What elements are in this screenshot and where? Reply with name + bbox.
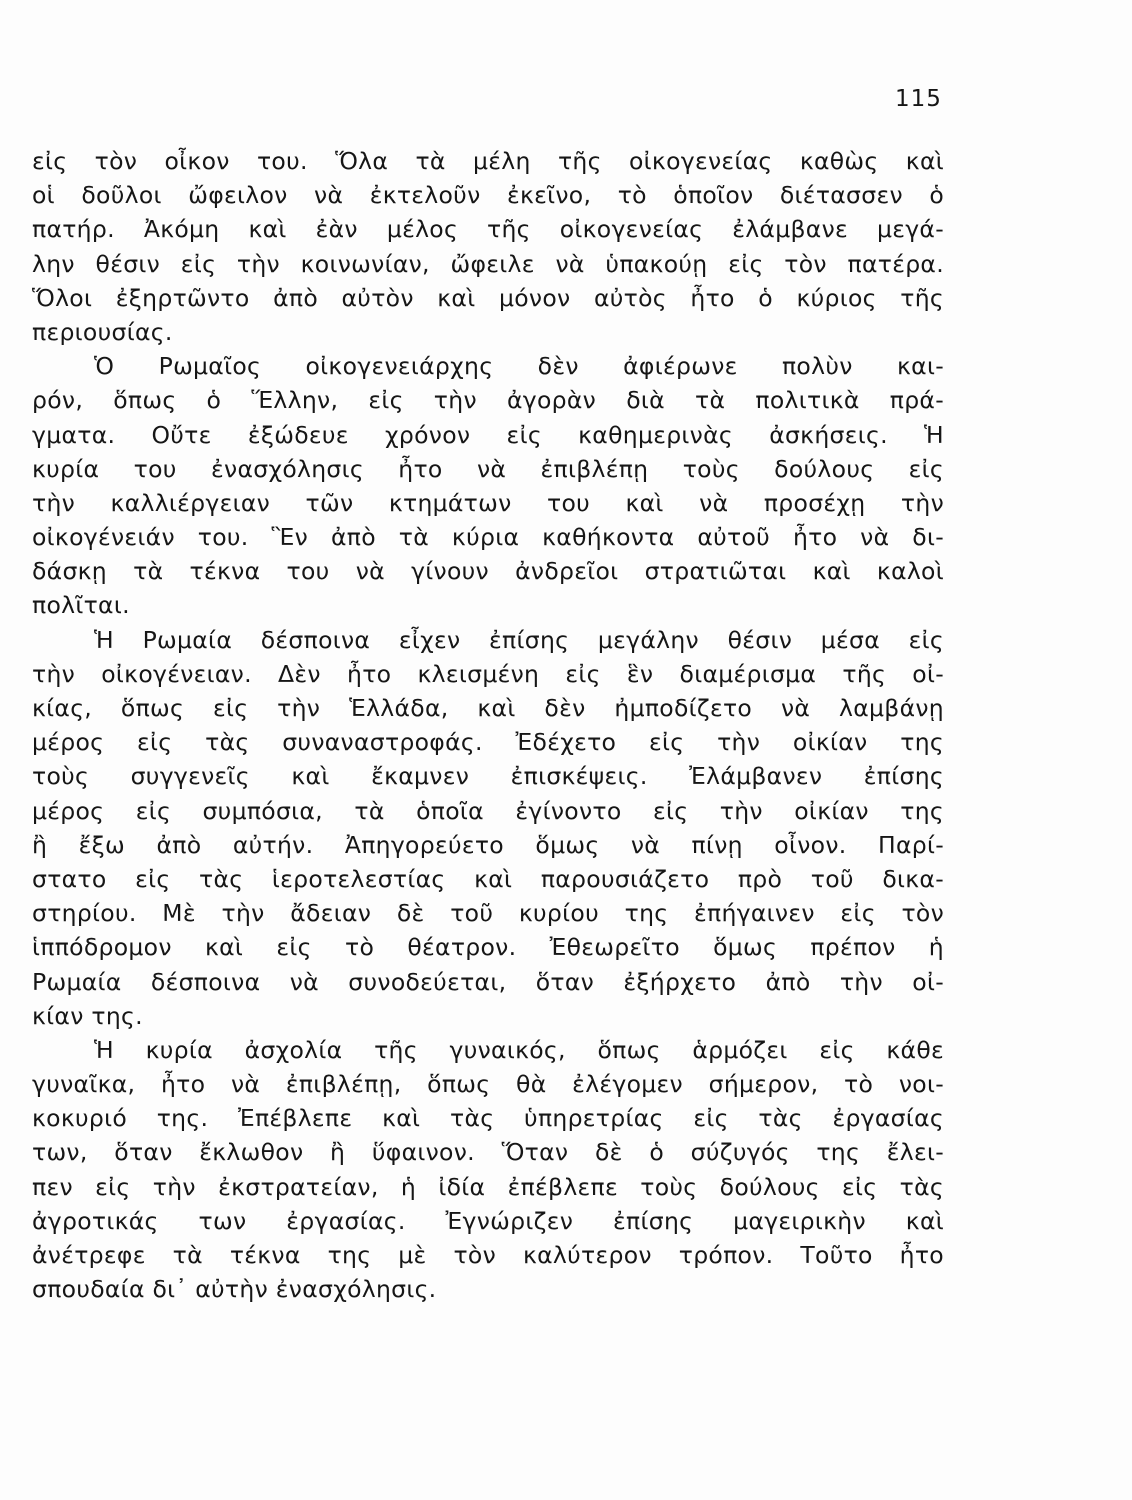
text-line: Ἡ Ρωμαία δέσποινα εἶχεν ἐπίσης μεγάλην θέσιν μέσα εἰς: [94, 625, 944, 654]
text-line: ἀγροτικάς των ἐργασίας. Ἐγνώριζεν ἐπίσης μαγειρικὴν καὶ: [32, 1206, 944, 1235]
text-line: πατήρ. Ἀκόμη καὶ ἐὰν μέλος τῆς οἰκογενείας ἐλάμβανε μεγά-: [32, 215, 944, 244]
text-line: τὴν οἰκογένειαν. Δὲν ἦτο κλεισμένη εἰς ἓν διαμέρισμα τῆς οἰ-: [32, 659, 944, 688]
text-line: ἢ ἔξω ἀπὸ αὐτήν. Ἀπηγορεύετο ὅμως νὰ πίνῃ οἶνον. Παρί-: [32, 830, 944, 859]
text-line: οἱ δοῦλοι ὤφειλον νὰ ἐκτελοῦν ἐκεῖνο, τὸ ὁποῖον διέτασσεν ὁ: [32, 181, 944, 210]
text-line: Ἡ κυρία ἀσχολία τῆς γυναικός, ὅπως ἁρμόζει εἰς κάθε: [94, 1035, 944, 1064]
text-line: εἰς τὸν οἶκον του. Ὅλα τὰ μέλη τῆς οἰκογενείας καθὼς καὶ: [32, 147, 944, 175]
text-line: πεν εἰς τὴν ἐκστρατείαν, ἡ ἰδία ἐπέβλεπε τοὺς δούλους εἰς τὰς: [32, 1172, 944, 1201]
body-text: [32, 144, 944, 1306]
text-line: τὴν καλλιέργειαν τῶν κτημάτων του καὶ νὰ προσέχῃ τὴν: [32, 488, 944, 517]
text-line: κίας, ὅπως εἰς τὴν Ἑλλάδα, καὶ δὲν ἠμποδίζετο νὰ λαμβάνῃ: [32, 694, 944, 722]
text-line: των, ὅταν ἔκλωθον ἢ ὕφαινον. Ὅταν δὲ ὁ σύζυγός της ἔλει-: [32, 1138, 944, 1167]
text-line: Ὁ Ρωμαῖος οἰκογενειάρχης δὲν ἀφιέρωνε πολὺν και-: [94, 352, 944, 381]
text-line: σπουδαία δι᾽ αὐτὴν ἐνασχόλησις.: [32, 1275, 437, 1304]
text-line: μέρος εἰς τὰς συναναστροφάς. Ἐδέχετο εἰς τὴν οἰκίαν της: [32, 728, 944, 757]
text-line: ρόν, ὅπως ὁ Ἕλλην, εἰς τὴν ἀγορὰν διὰ τὰ πολιτικὰ πρά-: [32, 386, 944, 415]
text-line: οἰκογένειάν του. Ἓν ἀπὸ τὰ κύρια καθήκοντα αὐτοῦ ἦτο νὰ δι-: [32, 523, 944, 552]
text-line: Ρωμαία δέσποινα νὰ συνοδεύεται, ὅταν ἐξήρχετο ἀπὸ τὴν οἰ-: [32, 967, 944, 996]
text-line: μέρος εἰς συμπόσια, τὰ ὁποῖα ἐγίνοντο εἰς τὴν οἰκίαν της: [32, 796, 944, 825]
text-line: ἀνέτρεφε τὰ τέκνα της μὲ τὸν καλύτερον τρόπον. Τοῦτο ἦτο: [32, 1241, 944, 1269]
text-line: γματα. Οὔτε ἐξώδευε χρόνον εἰς καθημερινὰς ἀσκήσεις. Ἡ: [32, 420, 944, 449]
text-line: λην θέσιν εἰς τὴν κοινωνίαν, ὤφειλε νὰ ὑπακούῃ εἰς τὸν πατέρα.: [32, 249, 944, 278]
text-line: κοκυριό της. Ἐπέβλεπε καὶ τὰς ὑπηρετρίας εἰς τὰς ἐργασίας: [32, 1104, 944, 1133]
text-line: στατο εἰς τὰς ἱεροτελεστίας καὶ παρουσιάζετο πρὸ τοῦ δικα-: [32, 864, 944, 893]
text-line: περιουσίας.: [32, 317, 173, 346]
text-line: κίαν της.: [32, 1001, 143, 1030]
text-line: τοὺς συγγενεῖς καὶ ἔκαμνεν ἐπισκέψεις. Ἐλάμβανεν ἐπίσης: [32, 762, 944, 791]
page-number: 115: [895, 86, 942, 112]
text-line: κυρία του ἐνασχόλησις ἦτο νὰ ἐπιβλέπῃ τοὺς δούλους εἰς: [32, 454, 944, 483]
text-line: ἱππόδρομον καὶ εἰς τὸ θέατρον. Ἐθεωρεῖτο ὅμως πρέπον ἡ: [32, 933, 944, 962]
text-line: πολῖται.: [32, 591, 130, 620]
text-line: δάσκῃ τὰ τέκνα του νὰ γίνουν ἀνδρεῖοι στρατιῶται καὶ καλοὶ: [32, 557, 944, 586]
text-line: Ὅλοι ἐξηρτῶντο ἀπὸ αὐτὸν καὶ μόνον αὐτὸς ἦτο ὁ κύριος τῆς: [32, 283, 944, 312]
text-line: γυναῖκα, ἦτο νὰ ἐπιβλέπῃ, ὅπως θὰ ἐλέγομεν σήμερον, τὸ νοι-: [32, 1070, 944, 1099]
text-line: στηρίου. Μὲ τὴν ἄδειαν δὲ τοῦ κυρίου της ἐπήγαινεν εἰς τὸν: [32, 899, 944, 928]
